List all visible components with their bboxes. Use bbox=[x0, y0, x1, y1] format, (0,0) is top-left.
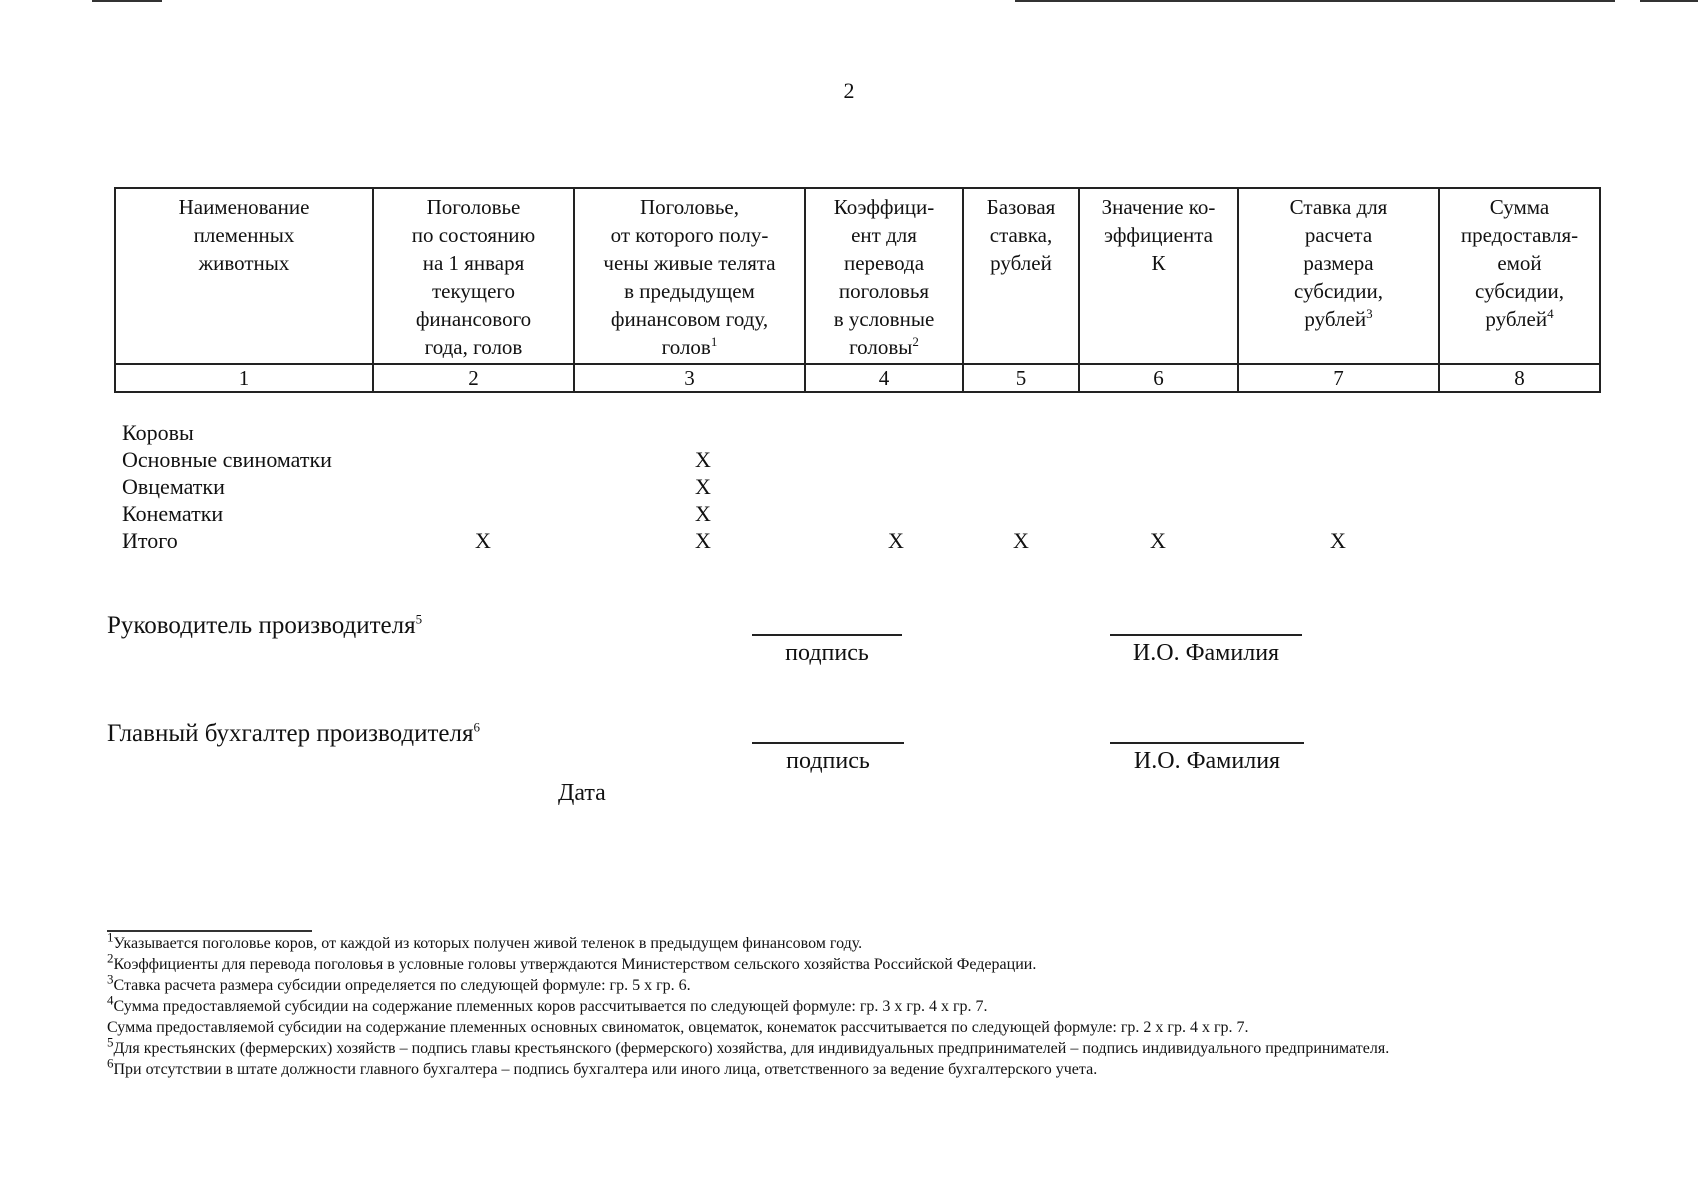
footnote bbox=[107, 929, 1607, 954]
footnote-mark: 4 bbox=[1547, 306, 1554, 321]
header-line: на 1 января bbox=[422, 251, 525, 275]
column-number: 2 bbox=[373, 364, 574, 392]
header-line: чены живые телята bbox=[603, 251, 776, 275]
table-cell: X bbox=[695, 447, 711, 472]
footnote-rule bbox=[107, 930, 312, 932]
row-label: Итого bbox=[122, 528, 178, 553]
column-header-1 bbox=[115, 188, 373, 364]
header-line: емой bbox=[1497, 251, 1542, 275]
footnote-mark: 3 bbox=[1366, 306, 1373, 321]
header-line: Ставка для bbox=[1289, 195, 1388, 219]
footnote bbox=[107, 992, 1607, 1017]
head-signature-title: Руководитель производителя$^5$ bbox=[107, 611, 423, 639]
header-line: в предыдущем bbox=[624, 279, 755, 303]
row-label: Конематки bbox=[122, 501, 224, 526]
header-line: Поголовье bbox=[426, 195, 521, 219]
header-line: К bbox=[1151, 251, 1166, 275]
footnote-mark: 4 bbox=[107, 992, 114, 1008]
name-line[interactable] bbox=[1110, 742, 1304, 744]
column-header-3 bbox=[574, 188, 805, 364]
header-line: рублей bbox=[1485, 307, 1548, 331]
footnote-text: Указывается поголовье коров, от каждой из которых получен живой теленок в предыдущем финансовом году. bbox=[113, 935, 863, 952]
footnote-text: Ставка расчета размера субсидии определяется по следующей формуле: гр. 5 х гр. 6. bbox=[113, 977, 691, 994]
signature-caption: подпись bbox=[785, 640, 869, 666]
header-line: финансового bbox=[415, 307, 532, 331]
scan-mark bbox=[1640, 0, 1698, 2]
header-line: Базовая bbox=[986, 195, 1056, 219]
header-line: эффициента bbox=[1103, 223, 1213, 247]
header-line: в условные bbox=[833, 307, 935, 331]
header-line: года, голов bbox=[424, 335, 523, 359]
footnote-text: Сумма предоставляемой субсидии на содержание племенных коров рассчитывается по следующей формуле: гр. 3 х гр. 4 х гр. 7. bbox=[113, 998, 988, 1015]
table-cell: X bbox=[475, 528, 491, 553]
footnote-text: При отсутствии в штате должности главного бухгалтера – подпись бухгалтера или иного лица, ответственного за ведение бухгалтерского учета. bbox=[113, 1061, 1098, 1078]
footnote-mark: 1 bbox=[710, 334, 718, 349]
column-number: 8 bbox=[1439, 364, 1600, 392]
scan-mark bbox=[92, 0, 162, 2]
header-line: Сумма bbox=[1489, 195, 1550, 219]
header-line: животных bbox=[198, 251, 290, 275]
date-label: Дата bbox=[558, 780, 606, 806]
header-line: по состоянию bbox=[411, 223, 536, 247]
header-line: Коэффици- bbox=[833, 195, 935, 219]
header-line: Наименование bbox=[178, 195, 310, 219]
table-cell: X bbox=[888, 528, 904, 553]
footnote bbox=[107, 1034, 1607, 1059]
row-label: Овцематки bbox=[122, 474, 225, 499]
column-header-2 bbox=[373, 188, 574, 364]
header-line: ент для bbox=[851, 223, 917, 247]
header-line: рублей bbox=[1304, 307, 1367, 331]
header-line: племенных bbox=[193, 223, 295, 247]
scan-mark bbox=[1015, 0, 1615, 2]
header-line: от которого полу- bbox=[610, 223, 769, 247]
column-header-8 bbox=[1439, 188, 1600, 364]
name-caption: И.О. Фамилия bbox=[1133, 748, 1281, 774]
row-label: Коровы bbox=[122, 420, 194, 445]
header-line: субсидии, bbox=[1475, 279, 1564, 303]
column-header-4 bbox=[805, 188, 963, 364]
footnote bbox=[107, 1017, 1607, 1038]
footnote bbox=[107, 971, 1607, 996]
footnote-text: Сумма предоставляемой субсидии на содержание племенных основных свиноматок, овцематок, конематок рассчитывается по следующей формуле: гр. 2 х гр. 4 х гр. 7. bbox=[107, 1019, 1249, 1036]
column-header-7 bbox=[1238, 188, 1439, 364]
name-line[interactable] bbox=[1110, 634, 1302, 636]
footnote-mark: 2 bbox=[107, 950, 114, 966]
table-cell: X bbox=[1150, 528, 1166, 553]
header-line: головы bbox=[849, 335, 913, 359]
table-cell: X bbox=[1330, 528, 1346, 553]
header-line: Поголовье, bbox=[639, 195, 740, 219]
accountant-signature-title: Главный бухгалтер производителя$^6$ bbox=[107, 719, 480, 747]
subsidy-table-header bbox=[114, 187, 1601, 393]
header-line: субсидии, bbox=[1294, 279, 1383, 303]
column-number: 7 bbox=[1238, 364, 1439, 392]
header-line: текущего bbox=[432, 279, 515, 303]
signature-line[interactable] bbox=[752, 742, 904, 744]
footnote-text: Для крестьянских (фермерских) хозяйств – подпись главы крестьянского (фермерского) хозяйства, для индивидуальных предпринимателей – подпись индивидуального предпринимателя. bbox=[113, 1040, 1390, 1057]
header-line: расчета bbox=[1304, 223, 1373, 247]
footnote-mark: 1 bbox=[107, 929, 114, 945]
footnote-text: Коэффициенты для перевода поголовья в условные головы утверждаются Министерством сельского хозяйства Российской Федерации. bbox=[113, 956, 1037, 973]
table-cell: X bbox=[1013, 528, 1029, 553]
header-line: Значение ко- bbox=[1101, 195, 1216, 219]
table-cell: X bbox=[695, 474, 711, 499]
header-line: перевода bbox=[843, 251, 925, 275]
header-line: предоставля- bbox=[1460, 223, 1579, 247]
column-number: 1 bbox=[115, 364, 373, 392]
page-number: 2 bbox=[843, 78, 855, 103]
header-line: поголовья bbox=[838, 279, 930, 303]
footnote bbox=[107, 1055, 1607, 1080]
row-label: Основные свиноматки bbox=[122, 447, 332, 472]
signature-caption: подпись bbox=[786, 748, 870, 774]
name-caption: И.О. Фамилия bbox=[1132, 640, 1280, 666]
header-line: ставка, bbox=[989, 223, 1053, 247]
footnote-mark: 2 bbox=[912, 334, 919, 349]
footnote-mark: 6 bbox=[107, 1055, 114, 1071]
column-number: 6 bbox=[1079, 364, 1238, 392]
header-line: финансовом году, bbox=[610, 307, 769, 331]
column-header-5 bbox=[963, 188, 1079, 364]
footnotes bbox=[107, 929, 1607, 1080]
header-line: голов bbox=[661, 335, 711, 359]
table-cell: X bbox=[695, 501, 711, 526]
footnote bbox=[107, 950, 1607, 975]
signature-line[interactable] bbox=[752, 634, 902, 636]
header-line: рублей bbox=[990, 251, 1052, 275]
footnote-mark: 5 bbox=[107, 1034, 114, 1050]
column-number: 3 bbox=[574, 364, 805, 392]
table-cell: X bbox=[695, 528, 711, 553]
column-number: 4 bbox=[805, 364, 963, 392]
header-line: размера bbox=[1303, 251, 1374, 275]
column-number: 5 bbox=[963, 364, 1079, 392]
footnote-mark: 3 bbox=[107, 971, 114, 987]
column-header-6 bbox=[1079, 188, 1238, 364]
